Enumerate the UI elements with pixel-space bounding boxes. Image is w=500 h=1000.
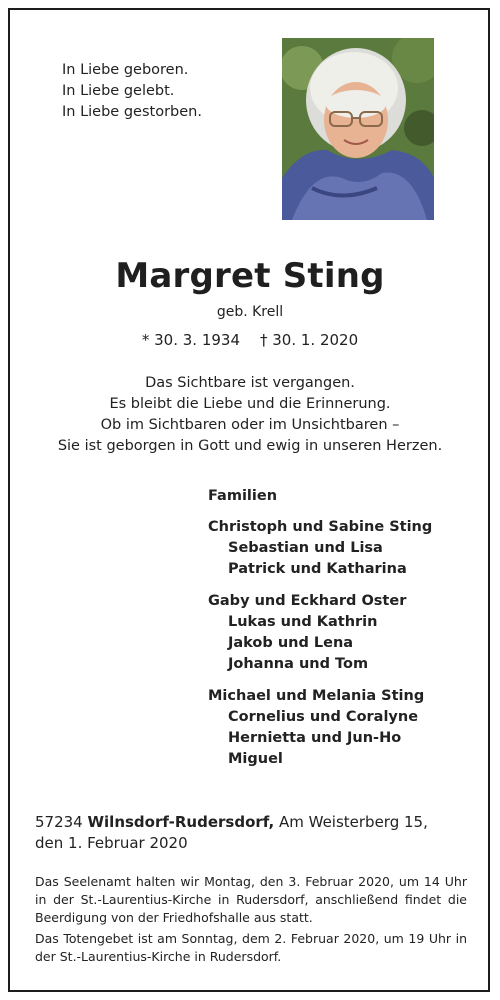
family-children: Hernietta und Jun-Ho [228,730,402,746]
family-group [208,517,432,580]
family-group [208,686,432,770]
birth-date: * 30. 3. 1934 [141,331,240,349]
address-line [35,812,428,833]
life-dates [0,331,500,349]
poem-line: Sie ist geborgen in Gott und ewig in unseren Herzen. [57,438,443,454]
family-children: Johanna und Tom [228,656,369,672]
family-group [208,591,432,675]
portrait-photo [282,38,434,220]
date-line: den 1. Februar 2020 [35,834,188,852]
motto-line: In Liebe gelebt. [62,83,175,99]
motto [62,60,202,123]
deceased-name: Margret Sting [115,256,385,296]
family-children: Cornelius und Coralyne [228,709,419,725]
service-notes [35,873,467,969]
town: Wilnsdorf-Rudersdorf, [87,813,275,831]
poem-line: Es bleibt die Liebe und die Erinnerung. [109,396,391,412]
prayer-note: Das Totengebet ist am Sonntag, dem 2. Februar 2020, um 19 Uhr in der St.-Laurentius-Kirche in Rudersdorf. [35,931,467,964]
family-children: Patrick und Katharina [228,561,407,577]
street: Am Weisterberg 15, [278,813,428,831]
memorial-poem [0,373,500,457]
family-parents: Christoph und Sabine Sting [208,519,433,535]
motto-line: In Liebe gestorben. [62,104,202,120]
poem-line: Ob im Sichtbaren oder im Unsichtbaren – [100,417,400,433]
address-block [35,812,428,854]
family-parents: Gaby und Eckhard Oster [208,593,407,609]
funeral-note: Das Seelenamt halten wir Montag, den 3. Februar 2020, um 14 Uhr in der St.-Laurentius-Kirche in Rudersdorf, anschließend findet die Beerdigung von der Friedhofshalle aus statt. [35,874,467,925]
death-date: † 30. 1. 2020 [260,331,359,349]
family-children: Miguel [228,751,283,767]
maiden-name: geb. Krell [216,304,284,320]
postal-code: 57234 [35,813,83,831]
family-children: Jakob und Lena [228,635,354,651]
families-section [208,486,432,781]
family-children: Lukas und Kathrin [228,614,378,630]
motto-line: In Liebe geboren. [62,62,189,78]
family-parents: Michael und Melania Sting [208,688,425,704]
families-heading: Familien [208,488,278,504]
family-children: Sebastian und Lisa [228,540,383,556]
poem-line: Das Sichtbare ist vergangen. [145,375,355,391]
